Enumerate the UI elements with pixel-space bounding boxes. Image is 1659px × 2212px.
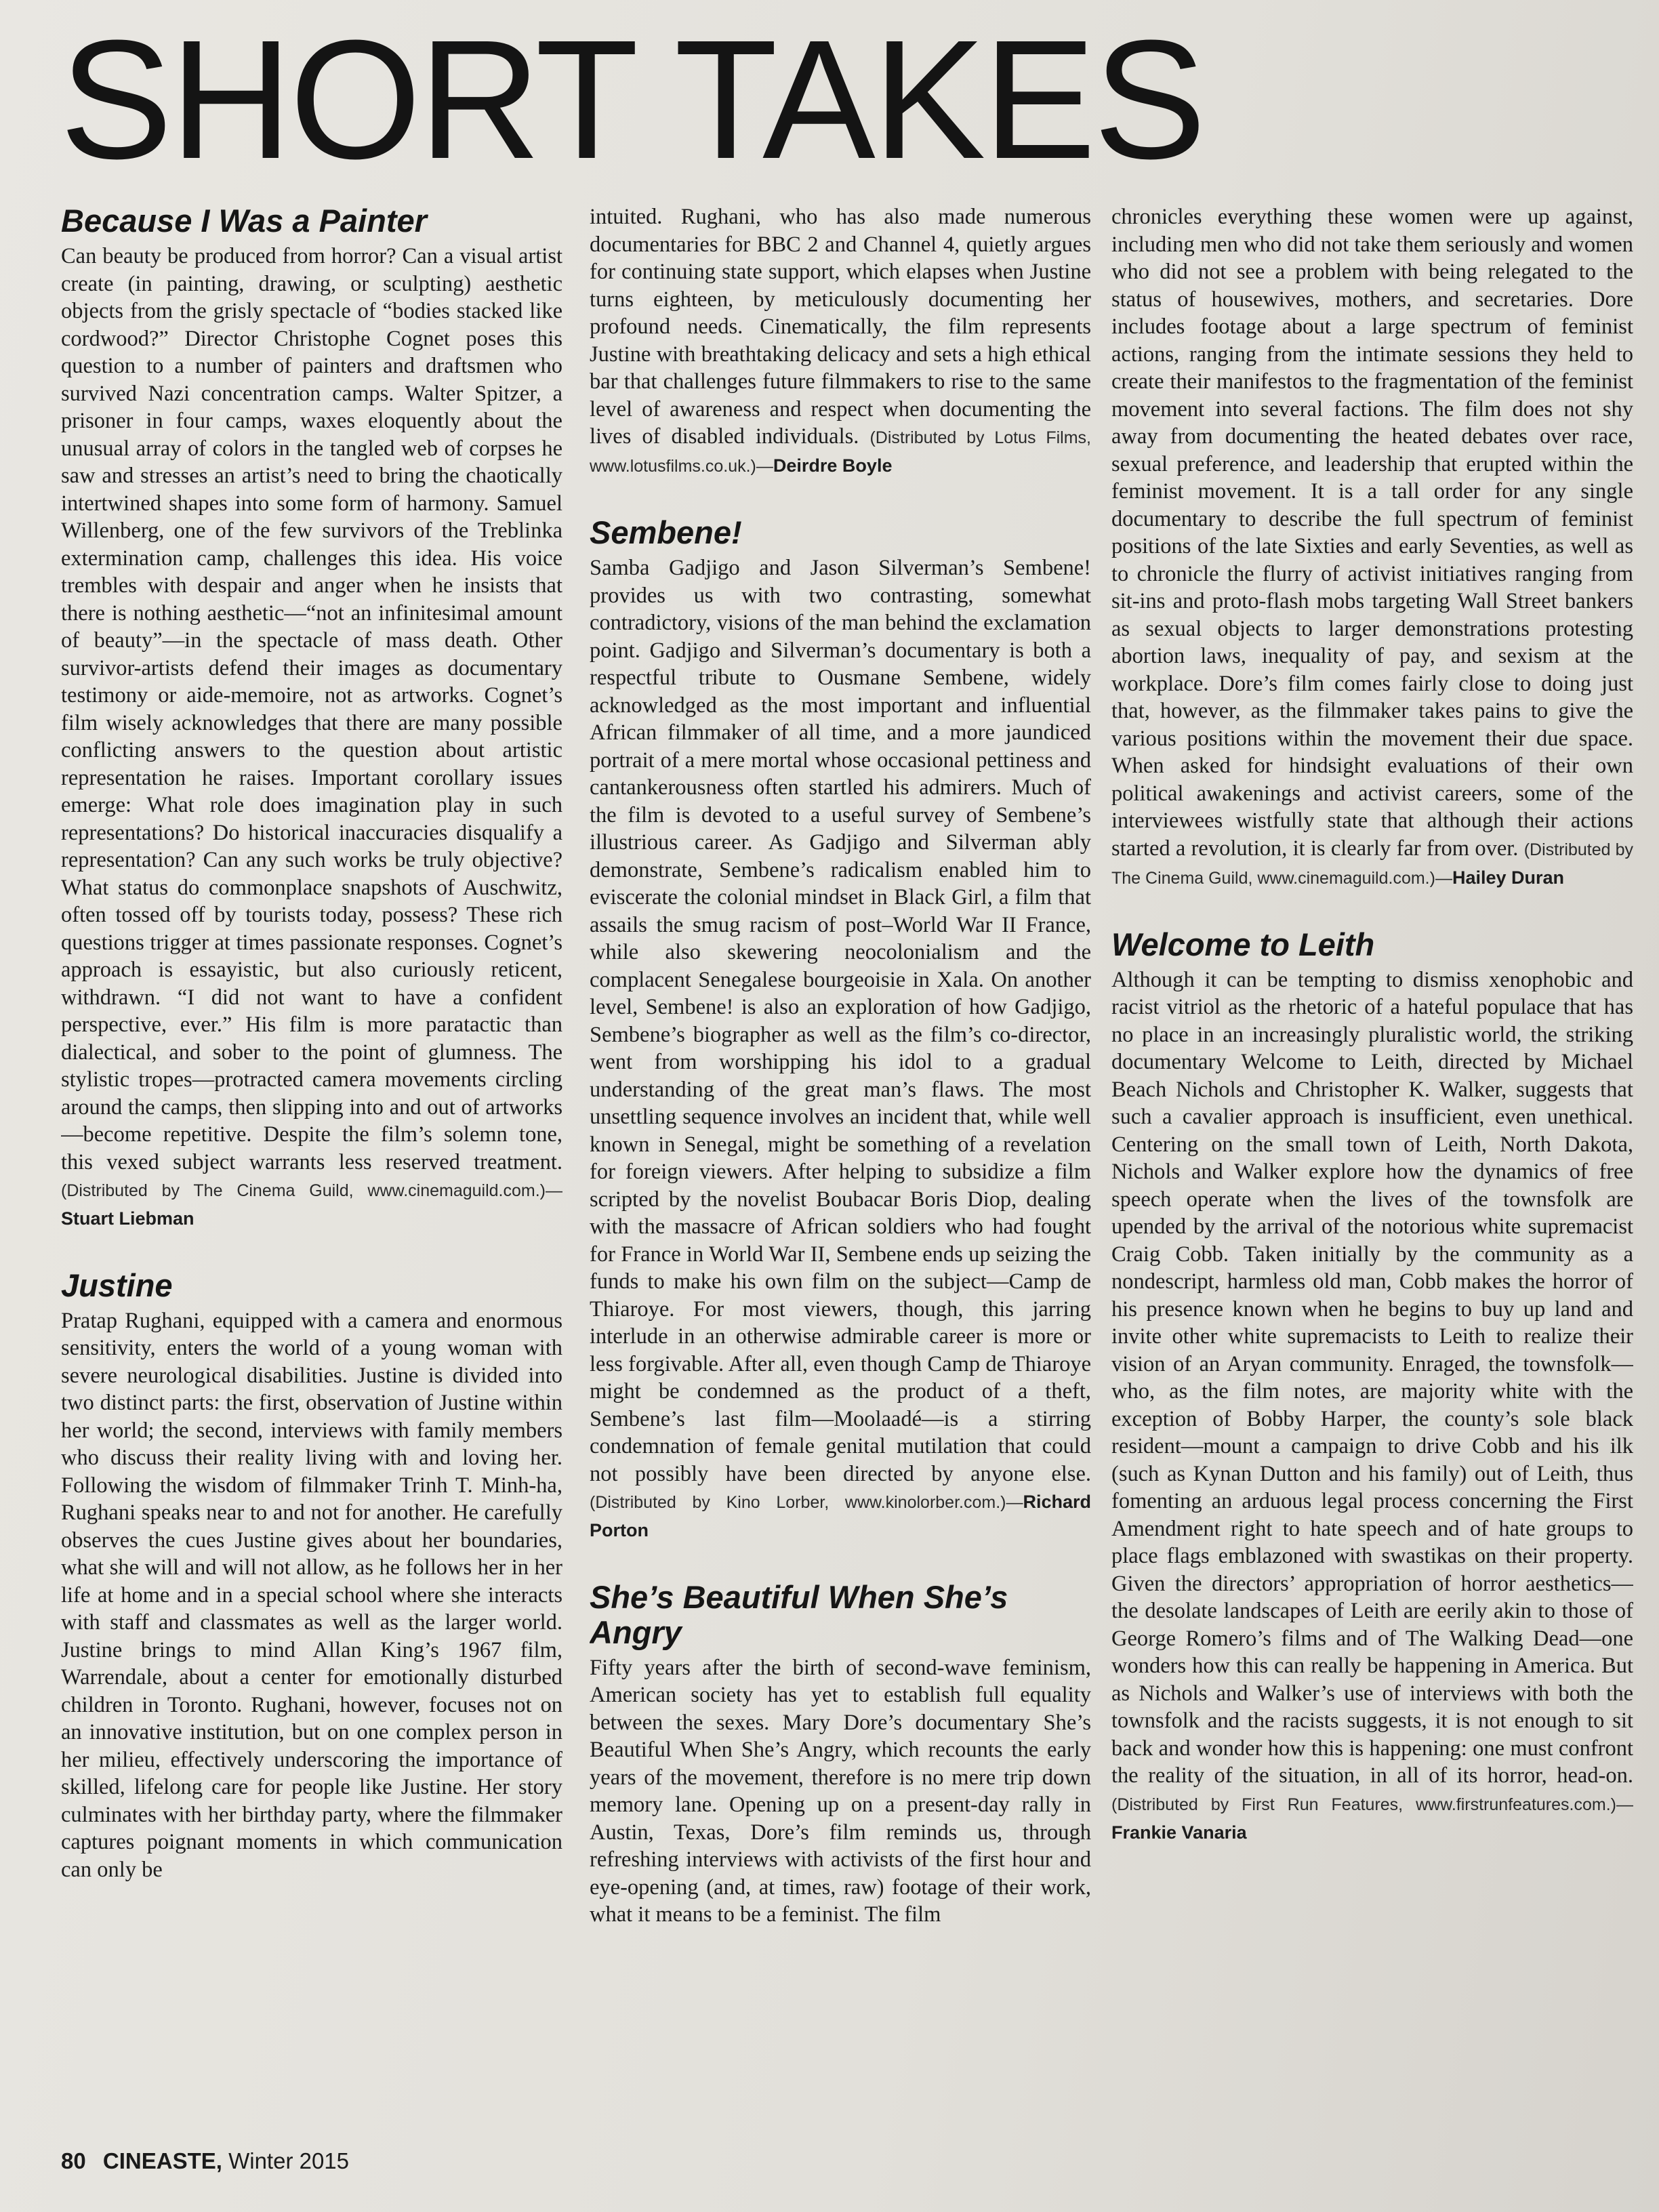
review-title: Welcome to Leith	[1111, 926, 1375, 962]
distribution-credit: (Distributed by The Cinema Guild, www.cinemaguild.com.)—	[1111, 840, 1633, 888]
review-shes-beautiful-continued	[1111, 203, 1633, 892]
page-title: SHORT TAKES	[60, 5, 1204, 194]
review-body	[61, 243, 562, 1233]
page-number: 80	[61, 2148, 86, 2173]
review-sembene	[590, 515, 1091, 1544]
review-text: Samba Gadjigo and Jason Silverman’s Sembene! provides us with two contrasting, somewhat contradictory, visions of the man behind the exclamation point. Gadjigo and Silverman’s documentary is both a respectful tribute to Ousmane Sembene, widely acknowledged as the most important and influential African filmmaker of all time, and a more jaundiced portrait of a mere mortal whose occasional pettiness and cantankerousness often startled his admirers. Much of the film is devoted to a useful survey of Sembene’s illustrious career. As Gadjigo and Silverman ably demonstrate, Sembene’s radicalism enabled him to eviscerate the colonial mindset in Black Girl, a film that assails the smug racism of post–World War II France, while also skewering neocolonialism and the complacent Senegalese bourgeoisie in Xala. On another level, Sembene! is also an exploration of how Gadjigo, Sembene’s biographer as well as the film’s co-director, went from worshipping his idol to a gradual understanding of the great man’s flaws. The most unsettling sequence involves an incident that, while well known in Senegal, might be something of a revelation for foreign viewers. After helping to subsidize a film scripted by the novelist Boubacar Boris Diop, dealing with the massacre of African soldiers who had fought for France in World War II, Sembene ends up seizing the funds to make his own film on the subject—Camp de Thiaroye. For most viewers, though, this jarring interlude in an otherwise admirable career is more or less forgivable. After all, even though Camp de Thiaroye might be condemned as the product of a theft, Sembene’s last film—Moolaadé—is a stirring condemnation of female genital mutilation that could not possibly have been directed by anyone else.	[590, 556, 1091, 1486]
review-text: Although it can be tempting to dismiss xenophobic and racist vitriol as the rhetoric of a hateful populace that has no place in an increasingly pluralistic world, the striking documentary Welcome to Leith, directed by Michael Beach Nichols and Christopher K. Walker, suggests that such a cavalier approach is insufficient, even unethical. Centering on the small town of Leith, North Dakota, Nichols and Walker explore how the dynamics of free speech operate when the lives of the townsfolk are upended by the arrival of the notorious white supremacist Craig Cobb. Taken initially by the community as a nondescript, harmless old man, Cobb makes the horror of his presence known when he begins to buy up land and invite other white supremacists to Leith to realize their vision of an Aryan community. Enraged, the townsfolk—who, as the film notes, are majority white with the exception of Bobby Harper, the county’s sole black resident—mount a campaign to drive Cobb and his ilk (such as Kynan Dutton and his family) out of Leith, thus fomenting an arduous legal process concerning the First Amendment right to hate speech and of hate groups to place flags emblazoned with swastikas on their property. Given the directors’ appropriation of horror aesthetics—the desolate landscapes of Leith are eerily akin to those of George Romero’s films and of The Walking Dead—one wonders how this can really be happening in America. But as Nichols and Walker’s use of interviews with both the townsfolk and the racists suggests, it is not enough to sit back and wonder how this is happening: one must confront the reality of the situation, in all of its horror, head-on.	[1111, 967, 1633, 1788]
review-text: Can beauty be produced from horror? Can a visual artist create (in painting, drawing, or sculpting) aesthetic objects from the grisly spectacle of “bodies stacked like cordwood?” Director Christophe Cognet poses this question to a number of painters and draftsmen who survived Nazi concentration camps. Walter Spitzer, a prisoner in four camps, waxes eloquently about the unusual array of colors in the tangled web of corpses he saw and stresses an artist’s need to bring the chaotically intertwined shapes into some form of harmony. Samuel Willenberg, one of the few survivors of the Treblinka extermination camp, challenges this idea. His voice trembles with despair and anger when he insists that there is nothing aesthetic—“not an infinitesimal amount of beauty”—in the spectacle of mass death. Other survivor-artists defend their images as documentary testimony or aide-memoire, not as artworks. Cognet’s film wisely acknowledges that there are many possible conflicting answers to the question about artistic representation he raises. Important corollary issues emerge: What role does imagination play in such representations? Do historical inaccuracies disqualify a representation? Can any such works be truly objective? What status do commonplace snapshots of Auschwitz, often tossed off by tourists today, possess? These rich questions trigger at times passionate responses. Cognet’s approach is essayistic, but also curiously reticent, withdrawn. “I did not want to have a confident perspective, ever.” His film is more paratactic than dialectical, and sober to the point of glumness. The stylistic tropes—protracted camera movements circling around the camps, then slipping into and out of artworks—become repetitive. Despite the film’s solemn tone, this vexed subject warrants less reserved treatment.	[61, 244, 562, 1174]
review-body	[590, 554, 1091, 1544]
review-text: intuited. Rughani, who has also made numerous documentaries for BBC 2 and Channel 4, quietly argues for continuing state support, which elapses when Justine turns eighteen, by meticulously documenting her profound needs. Cinematically, the film represents Justine with breathtaking delicacy and sets a high ethical bar that challenges future filmmakers to rise to the same level of awareness and respect when documenting the lives of disabled individuals.	[590, 205, 1091, 449]
distribution-credit: (Distributed by First Run Features, www.firstrunfeatures.com.)—	[1111, 1795, 1633, 1814]
review-title: She’s Beautiful When She’s Angry	[590, 1578, 1008, 1650]
column-1	[61, 203, 562, 2121]
review-text: Fifty years after the birth of second-wave feminism, American society has yet to establish full equality between the sexes. Mary Dore’s documentary She’s Beautiful When She’s Angry, which recounts the early years of the movement, therefore is no mere trip down memory lane. Opening up on a present-day rally in Austin, Texas, Dore’s film reminds us, through refreshing interviews with activists of the first hour and eye-opening (and, at times, raw) footage of their work, what it means to be a feminist. The film	[590, 1655, 1091, 1927]
review-title: Because I Was a Painter	[61, 203, 427, 239]
review-justine	[61, 1268, 562, 1884]
review-body	[61, 1307, 562, 1884]
reviewer-name: Stuart Liebman	[61, 1208, 194, 1229]
review-welcome-to-leith	[1111, 927, 1633, 1847]
reviewer-name: Richard Porton	[590, 1492, 1091, 1540]
column-3	[1111, 203, 1633, 2121]
review-shes-beautiful	[590, 1580, 1091, 1929]
distribution-credit: (Distributed by The Cinema Guild, www.cinemaguild.com.)—	[61, 1181, 562, 1200]
review-justine-continued	[590, 203, 1091, 480]
review-body	[1111, 966, 1633, 1847]
reviewer-name: Hailey Duran	[1452, 867, 1565, 888]
distribution-credit: (Distributed by Lotus Films, www.lotusfilms.co.uk.)—	[590, 428, 1091, 476]
review-body	[590, 203, 1091, 480]
reviewer-name: Frankie Vanaria	[1111, 1822, 1247, 1843]
review-title: Sembene!	[590, 514, 742, 550]
column-2	[590, 203, 1091, 2121]
review-body	[1111, 203, 1633, 892]
page-footer	[61, 2148, 349, 2174]
magazine-name: CINEASTE,	[102, 2148, 222, 2173]
review-text: Pratap Rughani, equipped with a camera and enormous sensitivity, enters the world of a young woman with severe neurological disabilities. Justine is divided into two distinct parts: the first, observation of Justine within her world; the second, interviews with family members who discuss their reality living with and loving her. Following the wisdom of filmmaker Trinh T. Minh-ha, Rughani speaks near to and not for another. He carefully observes the cues Justine gives about her boundaries, what she will and will not allow, as he follows her in her life at home and in a special school where she interacts with staff and classmates as well as the larger world. Justine brings to mind Allan King’s 1967 film, Warrendale, about a center for emotionally disturbed children in Toronto. Rughani, however, focuses not on an innovative institution, but on one complex person in her milieu, effectively underscoring the importance of skilled, lifelong care for people like Justine. Her story culminates with her birthday party, where the filmmaker captures poignant moments in which communication can only be	[61, 1308, 562, 1882]
reviewer-name: Deirdre Boyle	[773, 455, 893, 476]
review-title: Justine	[61, 1267, 173, 1303]
review-because-i-was-a-painter	[61, 203, 562, 1233]
distribution-credit: (Distributed by Kino Lorber, www.kinolorber.com.)—	[590, 1493, 1023, 1512]
review-body	[590, 1654, 1091, 1929]
issue-date: Winter 2015	[228, 2148, 350, 2173]
review-text: chronicles everything these women were up against, including men who did not take them seriously and women who did not see a problem with being relegated to the status of housewives, mothers, and secretaries. Dore includes footage about a large spectrum of feminist actions, ranging from the intimate sessions they held to create their manifestos to the fragmentation of the feminist movement into several factions. The film does not shy away from documenting the heated debates over race, sexual preference, and leadership that erupted within the feminist movement. It is a tall order for any single documentary to describe the full spectrum of feminist positions of the late Sixties and early Seventies, as well as to chronicle the flurry of activist initiatives ranging from sit-ins and proto-flash mobs targeting Wall Street bankers as sexual objects to larger demonstrations protesting abortion laws, inequality of pay, and sexism at the workplace. Dore’s film comes fairly close to doing just that, however, as the filmmaker takes pains to give the various positions within the movement their due space. When asked for hindsight evaluations of their own political awakenings and activist careers, some of the interviewees wistfully state that although their actions started a revolution, it is clearly far from over.	[1111, 205, 1633, 861]
